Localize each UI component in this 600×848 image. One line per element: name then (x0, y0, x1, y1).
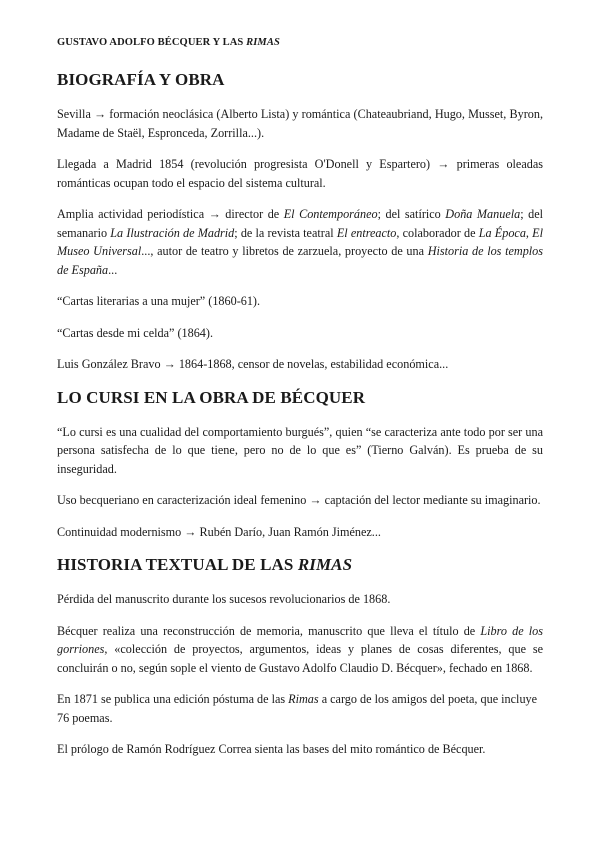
running-header-italic: RIMAS (246, 37, 280, 48)
text: ; del satírico (377, 207, 446, 221)
paragraph-gonzalez-bravo: Luis González Bravo → 1864-1868, censor de novelas, estabilidad económica... (57, 357, 449, 371)
paragraph-modernismo: Continuidad modernismo → Rubén Darío, Juan Ramón Jiménez... (57, 524, 381, 539)
text: ..., autor de teatro y libretos de zarzuela, proyecto de una (141, 244, 428, 258)
italic-title: La Época (478, 225, 526, 240)
italic-title: Doña Manuela (445, 207, 521, 221)
document-page (57, 36, 543, 772)
paragraph-sevilla: Sevilla → formación neoclásica (Alberto Lista) y romántica (Chateaubriand, Hugo, Musset, Byron, Madame de Staël, Espronceda, Zorrilla...). (57, 107, 543, 140)
italic-title: Historia de los templos de España (57, 244, 544, 277)
italic-title: Rimas (288, 692, 319, 706)
paragraph-cartas-celda: “Cartas desde mi celda” (1864). (57, 325, 214, 340)
heading-italic: RIMAS (297, 555, 353, 574)
paragraph-perdida: Pérdida del manuscrito durante los sucesos revolucionarios de 1868. (57, 592, 391, 606)
paragraph-periodismo (57, 205, 543, 279)
section-heading-lo-cursi: LO CURSI EN LA OBRA DE BÉCQUER (57, 387, 366, 407)
text: ; del semanario (57, 207, 544, 240)
text: ... (108, 262, 118, 277)
italic-title: El Museo Universal (57, 225, 543, 258)
section-heading-historia-textual (57, 554, 543, 576)
text: , «colección de proyectos, argumentos, ideas y planes de cosas diferentes, que se concluirán o no, según sople el viento de Gustavo Adolfo Claudio D. Bécquer», fechado en 1868. (57, 642, 543, 675)
running-header (57, 36, 543, 50)
italic-title: La Ilustración de Madrid (110, 225, 235, 240)
text: a cargo de los amigos del poeta, que incluye 76 poemas. (57, 692, 538, 725)
section-heading-biografia: BIOGRAFÍA Y OBRA (57, 70, 225, 89)
paragraph-reconstruccion (57, 622, 543, 678)
heading-text: HISTORIA TEXTUAL DE LAS (57, 555, 298, 574)
text: ; de la revista teatral (234, 225, 337, 240)
text: , colaborador de (396, 225, 479, 240)
paragraph-prologo: El prólogo de Ramón Rodríguez Correa sienta las bases del mito romántico de Bécquer. (57, 742, 486, 756)
running-header-text: GUSTAVO ADOLFO BÉCQUER Y LAS (57, 37, 247, 48)
italic-title: El Contemporáneo (283, 207, 378, 221)
paragraph-edicion-postuma (57, 690, 543, 727)
paragraph-madrid: Llegada a Madrid 1854 (revolución progresista O'Donell y Espartero) → primeras oleadas románticas ocupan todo el espacio del sistema cultural. (57, 157, 543, 190)
italic-title: El entreacto (336, 225, 397, 240)
text: En 1871 se publica una edición póstuma de las (57, 692, 289, 706)
italic-title: Libro de los gorriones (57, 623, 543, 656)
paragraph-cartas-literarias: “Cartas literarias a una mujer” (1860-61). (57, 294, 261, 308)
paragraph-lo-cursi: “Lo cursi es una cualidad del comportamiento burgués”, quien “se caracteriza ante todo por ser una persona satisfecha de lo que tiene, pero no de lo que es” (Tierno Galván). Es prueba de su inseguridad. (57, 424, 543, 476)
text: Amplia actividad periodística → director de (57, 207, 284, 221)
text: Bécquer realiza una reconstrucción de memoria, manuscrito que lleva el título de (57, 623, 481, 638)
text: , (525, 225, 533, 240)
paragraph-uso-becqueriano: Uso becqueriano en caracterización ideal femenino → captación del lector mediante su imaginario. (57, 493, 541, 507)
